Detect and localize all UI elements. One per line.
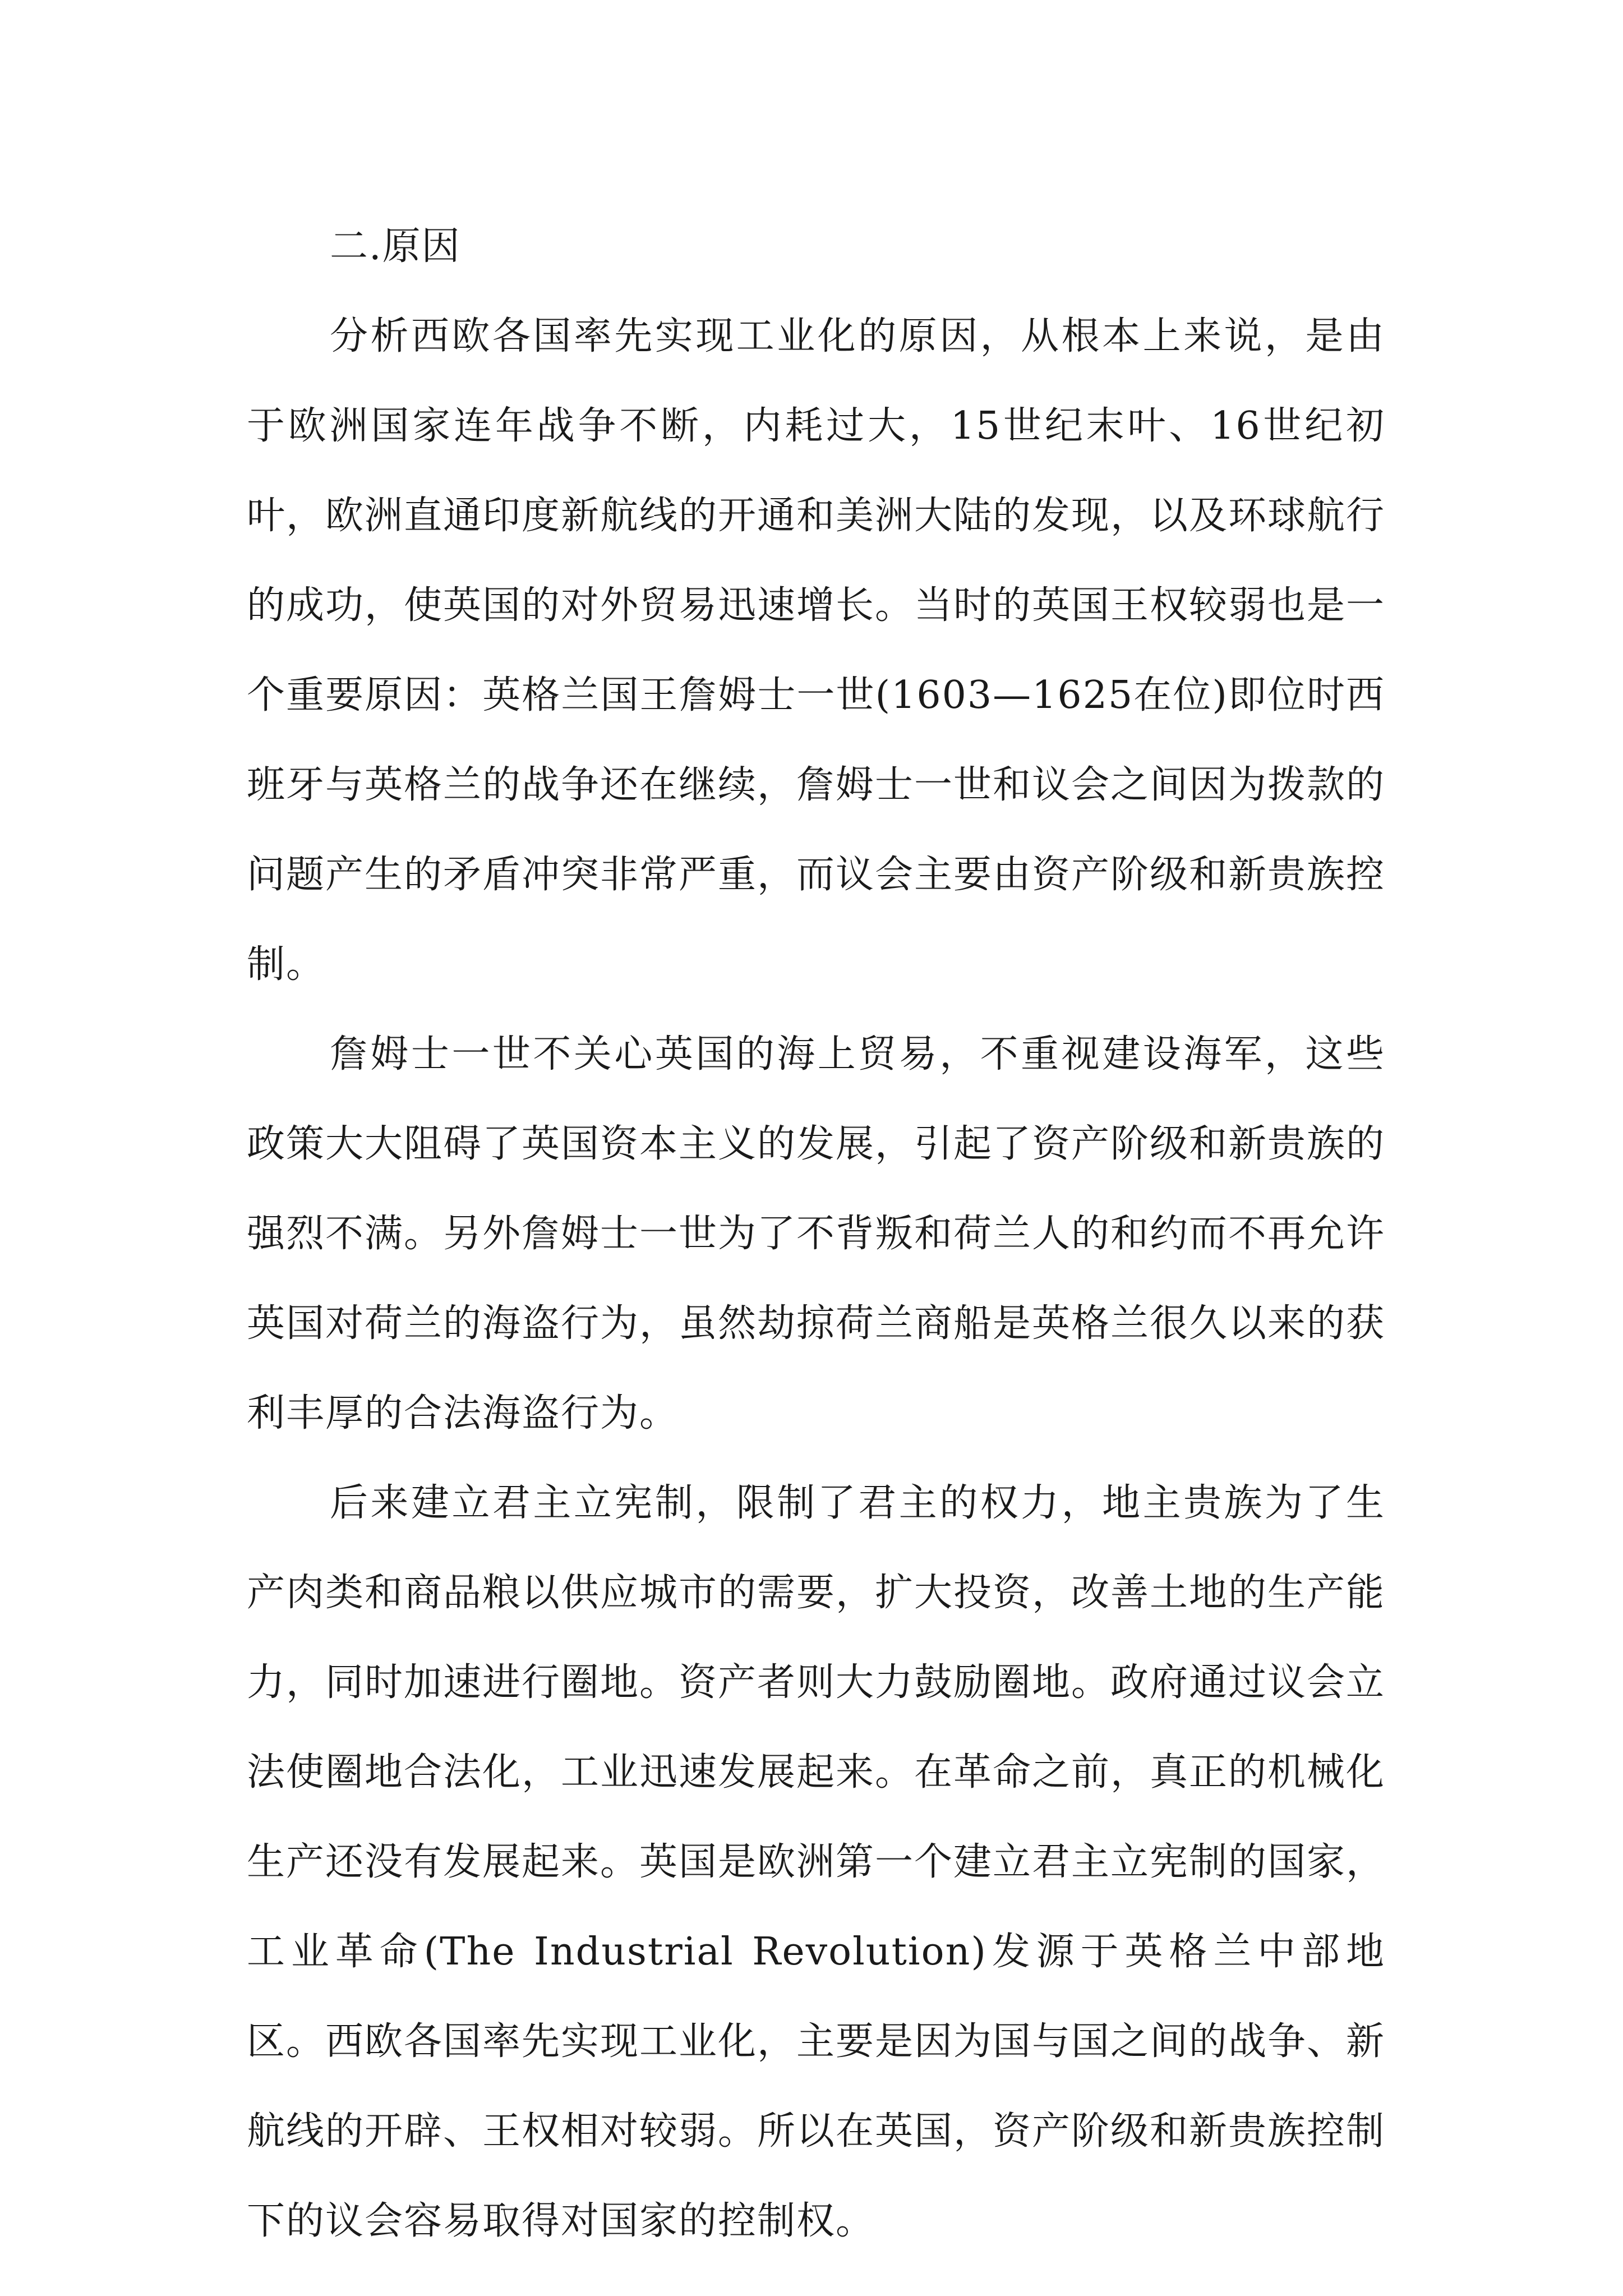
section-heading: 二.原因 [330, 224, 461, 269]
paragraph-constitutional-monarchy: 后来建立君主立宪制，限制了君主的权力，地主贵族为了生产肉类和商品粮以供应城市的需要，扩大投资，改善土地的生产能力，同时加速进行圈地。资产者则大力鼓励圈地。政府通过议会立法使圈地合法化，工业迅速发展起来。在革命之前，真正的机械化生产还没有发展起来。英国是欧洲第一个建立君主立宪制的国家，工业革命(The Industrial Revolution)发源于英格兰中部地区。西欧各国率先实现工业化，主要是因为国与国之间的战争、新航线的开辟、王权相对较弱。所以在英国，资产阶级和新贵族控制下的议会容易取得对国家的控制权。 [247, 1481, 1386, 2243]
document-body [247, 202, 1385, 2266]
paragraph-james-policies: 詹姆士一世不关心英国的海上贸易，不重视建设海军，这些政策大大阻碍了英国资本主义的发展，引起了资产阶级和新贵族的强烈不满。另外詹姆士一世为了不背叛和荷兰人的和约而不再允许英国对荷兰的海盗行为，虽然劫掠荷兰商船是英格兰很久以来的获利丰厚的合法海盗行为。 [247, 1032, 1386, 1435]
paragraph-causes-intro: 分析西欧各国率先实现工业化的原因，从根本上来说，是由于欧洲国家连年战争不断，内耗过大，15世纪末叶、16世纪初叶，欧洲直通印度新航线的开通和美洲大陆的发现，以及环球航行的成功，使英国的对外贸易迅速增长。当时的英国王权较弱也是一个重要原因：英格兰国王詹姆士一世(1603—1625在位)即位时西班牙与英格兰的战争还在继续，詹姆士一世和议会之间因为拨款的问题产生的矛盾冲突非常严重，而议会主要由资产阶级和新贵族控制。 [247, 314, 1386, 987]
